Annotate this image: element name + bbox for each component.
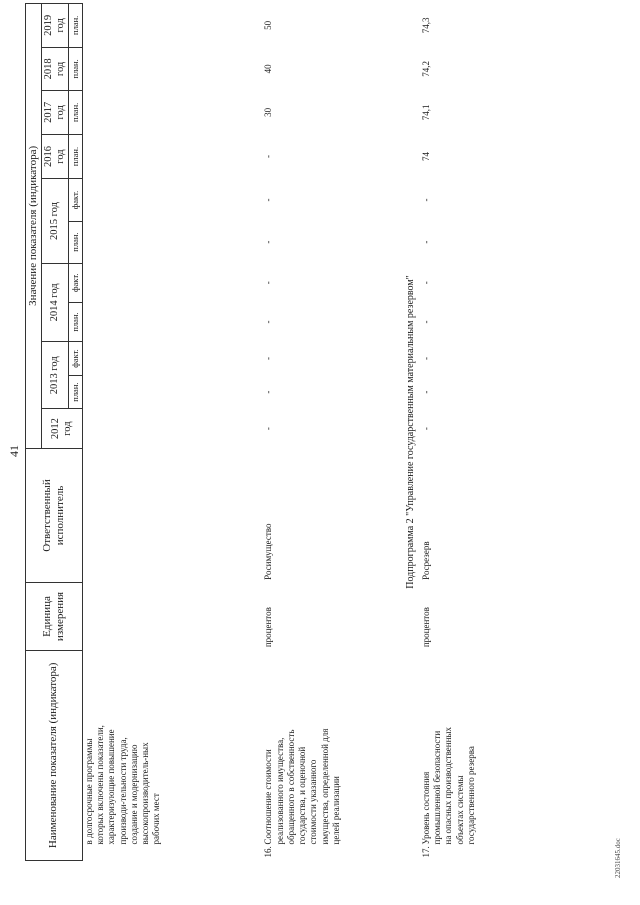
header-year-2015: 2015 год (42, 179, 69, 263)
value-2013-plan: - (263, 390, 274, 394)
value-2014-plan: - (263, 320, 274, 324)
value-2019-plan: 50 (263, 20, 274, 30)
indicator-name-cell (82, 650, 262, 860)
header-plan-2015: план. (69, 221, 83, 263)
unit-cell (82, 583, 262, 650)
header-plan-2016: план. (69, 134, 83, 179)
value-2015-fact: - (263, 198, 274, 202)
value-2015-fact: - (420, 198, 431, 202)
table-row (420, 4, 478, 861)
footer-filename: 22031645.doc (614, 838, 622, 878)
value-2013-fact: - (420, 356, 431, 360)
values-empty-cell (82, 4, 262, 449)
unit-cell: процентов (420, 607, 431, 648)
value-2012: - (420, 427, 431, 431)
indicator-name: в долгосрочные программы которых включены показатели, характеризующие повышение производи-тельности труда, создание и модернизацию высокопроизводитель-ных рабочих мест (83, 725, 162, 845)
value-2018-plan: 40 (263, 64, 274, 74)
value-2018-plan: 74,2 (420, 61, 431, 77)
value-2014-plan: - (420, 320, 431, 324)
indicator-name-cell (262, 650, 401, 860)
value-2016-plan: 74 (420, 152, 431, 162)
value-2014-fact: - (420, 281, 431, 285)
value-2019-plan: 74,3 (420, 17, 431, 34)
header-year-2012: 2012 год (42, 409, 83, 448)
indicator-name: Соотношение стоимости реализованного имущества, обращенного в собственность государства, и оценочной стоимости указанного имущества, определенной для целей реализации (263, 728, 341, 845)
header-year-2019: 2019 год (42, 4, 69, 48)
table-row (262, 4, 401, 861)
page-number: 41 (7, 445, 21, 457)
value-2012: - (263, 427, 274, 431)
subprogram-row (401, 4, 420, 861)
header-plan-2018: план. (69, 47, 83, 90)
header-plan-2017: план. (69, 91, 83, 134)
indicator-table (25, 3, 478, 861)
executor-cell: Росимущество (263, 523, 274, 580)
value-2014-fact: - (263, 281, 274, 285)
header-name: Наименование показателя (индикатора) (26, 650, 83, 860)
header-year-2014: 2014 год (42, 263, 69, 342)
value-2015-plan: - (420, 240, 431, 244)
header-plan-2019: план. (69, 4, 83, 48)
header-fact-2015: факт. (69, 179, 83, 221)
table-row (82, 4, 262, 861)
value-2013-fact: - (263, 356, 274, 360)
value-2017-plan: 74,1 (420, 104, 431, 121)
header-fact-2014: факт. (69, 263, 83, 302)
header-unit: Единица измерения (26, 583, 83, 650)
header-year-2017: 2017 год (42, 91, 69, 134)
indicator-name-cell (420, 650, 478, 860)
row-number: 17. (420, 846, 431, 858)
indicator-name: Уровень состояния промышленной безопасности на опасных производственных объектах системы государственного резерва (420, 727, 476, 845)
header-year-2018: 2018 год (42, 47, 69, 90)
header-indicator-value: Значение показателя (индикатора) (26, 4, 42, 449)
value-2016-plan: - (263, 155, 274, 159)
executor-cell (82, 448, 262, 583)
value-2013-plan: - (420, 390, 431, 394)
value-2017-plan: 30 (263, 107, 274, 117)
row-number: 16. (263, 846, 274, 858)
unit-cell: процентов (263, 607, 274, 648)
header-executor: Ответственный исполнитель (26, 448, 83, 583)
header-year-2013: 2013 год (42, 342, 69, 409)
subprogram-title: Подпрограмма 2 "Управление государственным материальным резервом" (405, 275, 417, 589)
header-year-2016: 2016 год (42, 134, 69, 179)
executor-cell: Росрезерв (420, 541, 431, 580)
value-2015-plan: - (263, 240, 274, 244)
header-plan-2013: план. (69, 375, 83, 409)
header-fact-2013: факт. (69, 342, 83, 376)
header-plan-2014: план. (69, 302, 83, 341)
